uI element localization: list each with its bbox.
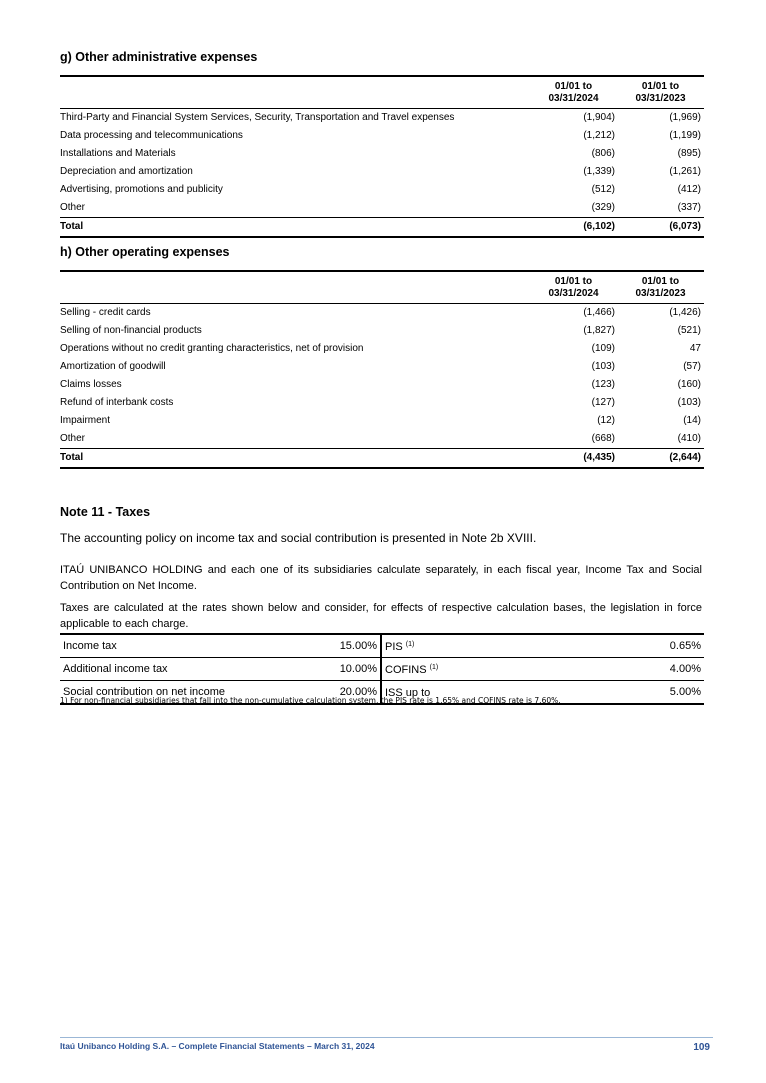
tax-name: Additional income tax bbox=[60, 658, 326, 681]
row-value-2024: (103) bbox=[591, 361, 615, 372]
row-label: Selling - credit cards bbox=[60, 307, 151, 318]
row-label: Claims losses bbox=[60, 379, 122, 390]
tax-rate-2: 0.65% bbox=[669, 639, 701, 652]
table-row bbox=[60, 358, 704, 376]
tax-name-2 bbox=[381, 658, 581, 681]
row-label: Advertising, promotions and publicity bbox=[60, 184, 223, 195]
row-label: Depreciation and amortization bbox=[60, 166, 193, 177]
table-header bbox=[60, 76, 704, 109]
row-label: Data processing and telecommunications bbox=[60, 130, 243, 141]
row-value-2023: 47 bbox=[689, 343, 701, 354]
header-period-2023 bbox=[617, 76, 704, 109]
tax-rate: 10.00% bbox=[326, 658, 381, 681]
row-value-2024: (1,339) bbox=[583, 166, 615, 177]
row-value-2024: (1,466) bbox=[583, 307, 615, 318]
row-value-2023: (103) bbox=[677, 397, 701, 408]
row-value-2024: (1,212) bbox=[583, 130, 615, 141]
row-label: Refund of interbank costs bbox=[60, 397, 174, 408]
footnote: 1) For non-financial subsidiaries that fall into the non-cumulative calculation system, the PIS rate is 1.65% and COFINS rate is 7.60%. bbox=[60, 696, 561, 705]
row-value-2023: (1,426) bbox=[669, 307, 701, 318]
row-value-2023: (412) bbox=[677, 184, 701, 195]
header-period-2024 bbox=[530, 76, 617, 109]
note-11-intro: The accounting policy on income tax and social contribution is presented in Note 2b XVIII. bbox=[60, 531, 537, 545]
row-label: Selling of non-financial products bbox=[60, 325, 202, 336]
total-row bbox=[60, 449, 704, 469]
footnote-ref: (1) bbox=[429, 664, 439, 671]
tax-rates-table bbox=[60, 633, 704, 705]
total-value-2024: (6,102) bbox=[530, 218, 617, 238]
footer-divider bbox=[60, 1037, 713, 1038]
row-label: Operations without no credit granting characteristics, net of provision bbox=[60, 343, 364, 354]
header-label-cell bbox=[60, 76, 530, 109]
table-row bbox=[60, 199, 704, 218]
total-row bbox=[60, 218, 704, 238]
table-row bbox=[60, 163, 704, 181]
period-2023-label: 01/01 to 03/31/2023 bbox=[635, 276, 686, 299]
total-value-2023: (6,073) bbox=[617, 218, 704, 238]
total-value-2023: (2,644) bbox=[617, 449, 704, 469]
tax-rate-2: 4.00% bbox=[581, 658, 704, 681]
row-value-2024: (329) bbox=[591, 202, 615, 213]
row-value-2023: (410) bbox=[677, 433, 701, 444]
table-row bbox=[60, 394, 704, 412]
table-row bbox=[60, 412, 704, 430]
note-11-paragraph-1: ITAÚ UNIBANCO HOLDING and each one of its subsidiaries calculate separately, in each fiscal year, Income Tax and Social Contribution on Net Income. bbox=[60, 564, 702, 592]
period-2023-label: 01/01 to 03/31/2023 bbox=[635, 81, 686, 104]
row-value-2024: (1,827) bbox=[583, 325, 615, 336]
row-value-2023: (337) bbox=[677, 202, 701, 213]
table-row bbox=[60, 322, 704, 340]
total-label: Total bbox=[60, 218, 530, 238]
period-2024-label: 01/01 to 03/31/2024 bbox=[548, 81, 599, 104]
row-value-2023: (14) bbox=[683, 415, 701, 426]
header-label-cell bbox=[60, 271, 530, 304]
tax-name: Social contribution on net income bbox=[60, 681, 326, 705]
row-value-2023: (521) bbox=[677, 325, 701, 336]
table-row bbox=[60, 145, 704, 163]
row-value-2024: (1,904) bbox=[583, 112, 615, 123]
tax-name-2-text: PIS bbox=[385, 641, 403, 653]
note-11-title: Note 11 - Taxes bbox=[60, 505, 151, 519]
row-value-2024: (12) bbox=[597, 415, 615, 426]
row-label: Installations and Materials bbox=[60, 148, 176, 159]
row-label: Third-Party and Financial System Services, Security, Transportation and Travel expenses bbox=[60, 112, 455, 123]
section-g-title: g) Other administrative expenses bbox=[60, 50, 258, 64]
table-row bbox=[60, 430, 704, 449]
footer-text: Itaú Unibanco Holding S.A. – Complete Financial Statements – March 31, 2024 bbox=[60, 1041, 375, 1051]
footnote-ref: (1) bbox=[405, 641, 415, 648]
row-value-2024: (512) bbox=[591, 184, 615, 195]
table-row bbox=[60, 340, 704, 358]
note-11-paragraph-2: Taxes are calculated at the rates shown below and consider, for effects of respective calculation bases, the legislation in force applicable to each charge. bbox=[60, 602, 702, 630]
table-row bbox=[60, 127, 704, 145]
header-period-2023 bbox=[617, 271, 704, 304]
page-number: 109 bbox=[693, 1042, 710, 1053]
tax-name-2-text: ISS up to bbox=[385, 687, 431, 699]
row-value-2024: (123) bbox=[591, 379, 615, 390]
row-value-2024: (668) bbox=[591, 433, 615, 444]
row-value-2023: (1,199) bbox=[669, 130, 701, 141]
row-value-2023: (57) bbox=[683, 361, 701, 372]
operating-expenses-table bbox=[60, 270, 704, 469]
period-2024-label: 01/01 to 03/31/2024 bbox=[548, 276, 599, 299]
tax-rate: 20.00% bbox=[326, 681, 381, 705]
total-value-2024: (4,435) bbox=[530, 449, 617, 469]
tax-name-2 bbox=[381, 634, 581, 658]
row-value-2023: (895) bbox=[677, 148, 701, 159]
row-label: Amortization of goodwill bbox=[60, 361, 166, 372]
tax-name: Income tax bbox=[63, 639, 117, 652]
section-h-title: h) Other operating expenses bbox=[60, 245, 230, 259]
table-row bbox=[60, 181, 704, 199]
row-value-2023: (160) bbox=[677, 379, 701, 390]
row-label: Impairment bbox=[60, 415, 111, 426]
table-row bbox=[60, 304, 704, 323]
table-row bbox=[60, 109, 704, 128]
row-value-2023: (1,261) bbox=[669, 166, 701, 177]
row-value-2024: (109) bbox=[591, 343, 615, 354]
table-row bbox=[60, 634, 704, 658]
tax-name-2-text: COFINS bbox=[385, 664, 427, 676]
tax-rate: 15.00% bbox=[326, 634, 381, 658]
admin-expenses-table bbox=[60, 75, 704, 238]
row-value-2024: (806) bbox=[591, 148, 615, 159]
row-label: Other bbox=[60, 202, 86, 213]
row-value-2024: (127) bbox=[591, 397, 615, 408]
row-label: Other bbox=[60, 433, 86, 444]
total-label: Total bbox=[60, 449, 530, 469]
table-row bbox=[60, 658, 704, 681]
table-header bbox=[60, 271, 704, 304]
tax-rate-2: 5.00% bbox=[581, 681, 704, 705]
table-row bbox=[60, 376, 704, 394]
row-value-2023: (1,969) bbox=[669, 112, 701, 123]
header-period-2024 bbox=[530, 271, 617, 304]
